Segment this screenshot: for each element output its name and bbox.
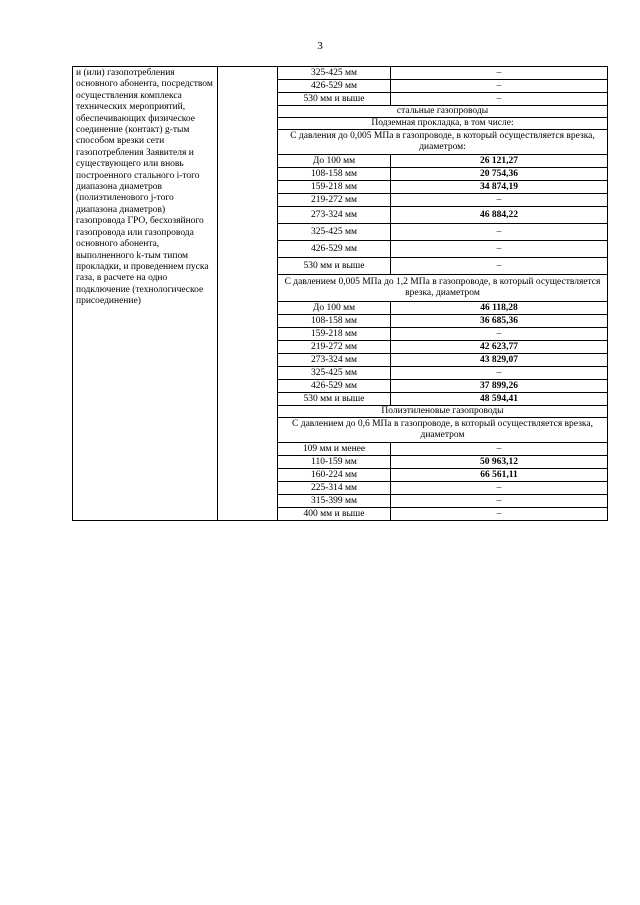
value-cell: 66 561,11 (391, 469, 608, 482)
diameter-cell: 109 мм и менее (278, 443, 391, 456)
value-cell: – (391, 80, 608, 93)
diameter-cell: 426-529 мм (278, 80, 391, 93)
diameter-cell: 160-224 мм (278, 469, 391, 482)
table-row (73, 67, 608, 80)
diameter-cell: 530 мм и выше (278, 258, 391, 275)
section-heading-underground: Подземная прокладка, в том числе: (278, 118, 608, 130)
empty-cell (218, 67, 278, 521)
value-cell: – (391, 508, 608, 521)
diameter-cell: 325-425 мм (278, 67, 391, 80)
value-cell: 34 874,19 (391, 181, 608, 194)
section-heading-steel: стальные газопроводы (278, 106, 608, 118)
diameter-cell: 325-425 мм (278, 367, 391, 380)
diameter-cell: 225-314 мм (278, 482, 391, 495)
page-number: 3 (317, 40, 323, 52)
value-cell: – (391, 241, 608, 258)
value-cell: – (391, 224, 608, 241)
diameter-cell: 219-272 мм (278, 341, 391, 354)
diameter-cell: До 100 мм (278, 155, 391, 168)
diameter-cell: 110-159 мм (278, 456, 391, 469)
tariff-table (72, 66, 608, 521)
value-cell: 46 118,28 (391, 302, 608, 315)
diameter-cell: 325-425 мм (278, 224, 391, 241)
diameter-cell: 159-218 мм (278, 181, 391, 194)
value-cell: 46 884,22 (391, 207, 608, 224)
value-cell: – (391, 367, 608, 380)
diameter-cell: 315-399 мм (278, 495, 391, 508)
group-heading-medium-pressure: С давлением 0,005 МПа до 1,2 МПа в газопроводе, в который осуществляется врезка, диаметром (278, 275, 608, 302)
value-cell: 50 963,12 (391, 456, 608, 469)
value-cell: 48 594,41 (391, 393, 608, 406)
value-cell: 43 829,07 (391, 354, 608, 367)
diameter-cell: 426-529 мм (278, 241, 391, 258)
value-cell: 20 754,36 (391, 168, 608, 181)
diameter-cell: 530 мм и выше (278, 93, 391, 106)
value-cell: – (391, 194, 608, 207)
description-cell: и (или) газопотребления основного абонента, посредством осуществления комплекса технических мероприятий, обеспечивающих физическое соединение (контакт) g-тым способом врезки сети газопотребления Заявителя и существующего или вновь построенного стального i-того диапазона диаметров (полиэтиленового j-того диапазона диаметров) газопровода ГРО, бесхозяйного газопровода или газопровода основного абонента, выполненного k-тым типом прокладки, и проведением пуска газа, в расчете на одно подключение (технологическое присоединение) (73, 67, 218, 521)
value-cell: 42 623,77 (391, 341, 608, 354)
diameter-cell: 530 мм и выше (278, 393, 391, 406)
group-heading-polyethylene-pressure: С давлением до 0,6 МПа в газопроводе, в который осуществляется врезка, диаметром (278, 418, 608, 443)
value-cell: – (391, 67, 608, 80)
value-cell: – (391, 258, 608, 275)
diameter-cell: 400 мм и выше (278, 508, 391, 521)
value-cell: – (391, 443, 608, 456)
diameter-cell: 159-218 мм (278, 328, 391, 341)
diameter-cell: 219-272 мм (278, 194, 391, 207)
diameter-cell: 273-324 мм (278, 207, 391, 224)
value-cell: 36 685,36 (391, 315, 608, 328)
value-cell: 26 121,27 (391, 155, 608, 168)
group-heading-low-pressure: С давления до 0,005 МПа в газопроводе, в который осуществляется врезка, диаметром: (278, 130, 608, 155)
value-cell: 37 899,26 (391, 380, 608, 393)
value-cell: – (391, 495, 608, 508)
value-cell: – (391, 328, 608, 341)
diameter-cell: 108-158 мм (278, 168, 391, 181)
value-cell: – (391, 482, 608, 495)
value-cell: – (391, 93, 608, 106)
tariff-table-body (73, 67, 608, 521)
diameter-cell: До 100 мм (278, 302, 391, 315)
diameter-cell: 108-158 мм (278, 315, 391, 328)
section-heading-polyethylene: Полиэтиленовые газопроводы (278, 406, 608, 418)
diameter-cell: 426-529 мм (278, 380, 391, 393)
diameter-cell: 273-324 мм (278, 354, 391, 367)
